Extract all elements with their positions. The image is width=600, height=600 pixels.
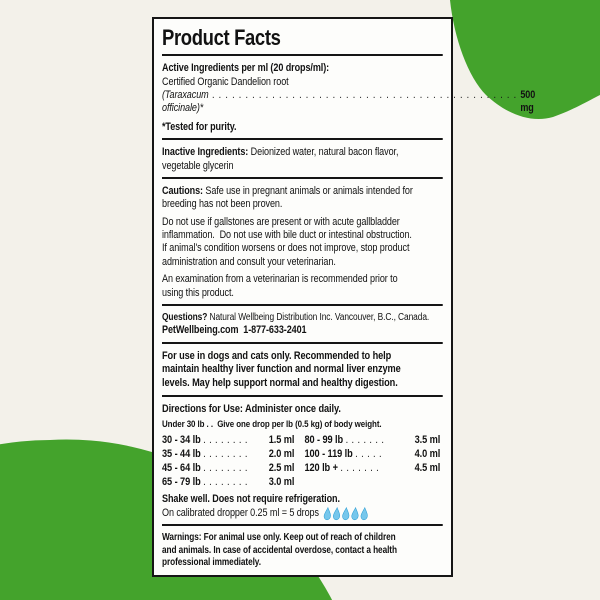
active-ingredients-heading: Active Ingredients per ml (20 drops/ml):: [162, 62, 330, 75]
divider: [162, 342, 443, 344]
dosage-row: [304, 433, 440, 447]
divider: [162, 54, 443, 56]
warnings-paragraph: [162, 532, 443, 569]
dot-leader: . . . . . . .: [340, 462, 380, 475]
water-drop-icon: [351, 507, 359, 520]
dosage-table: [162, 433, 443, 489]
active-ingredient-amount-row: [162, 89, 536, 116]
dot-leader: . . . . . . . . . . . . . . . . . . . . . . . . . . . . . . . . . . . . . . . . . . . . . .: [211, 89, 517, 102]
dose-amount: 2.5 ml: [268, 462, 295, 475]
cautions-paragraph-3: An examination from a veterinarian is recommended prior to using this product.: [162, 273, 398, 299]
inactive-label: Inactive Ingredients:: [162, 146, 249, 159]
dose-amount: 4.5 ml: [414, 462, 441, 475]
dosage-row: [162, 475, 294, 489]
questions-line: [162, 312, 443, 324]
directions-subheading: Under 30 lb . . Give one drop per lb (0.5 kg) of body weight.: [162, 418, 382, 430]
directions-section: [162, 403, 443, 520]
warnings-text: For animal use only. Keep out of reach of children and animals. In case of accidental overdose, contact a health professional immediately.: [162, 532, 397, 569]
contact-line: PetWellbeing.com 1-877-633-2401: [162, 324, 307, 337]
dot-leader: . . . . . . . .: [203, 462, 248, 475]
dose-amount: 1.5 ml: [268, 434, 295, 447]
cautions-text-1: Safe use in pregnant animals or animals intended for breeding has not been proven.: [162, 184, 413, 211]
usage-section: [162, 350, 443, 391]
active-ingredient-name: Certified Organic Dandelion root: [162, 75, 289, 88]
dose-amount: 4.0 ml: [414, 448, 441, 461]
divider: [162, 177, 443, 179]
dosage-row: [304, 461, 440, 475]
ingredient-amount: 500 mg: [520, 89, 536, 115]
weight-range: 120 lb +: [304, 462, 338, 475]
inactive-ingredients-section: [162, 146, 443, 173]
warnings-label: Warnings:: [162, 532, 202, 544]
weight-range: 45 - 64 lb: [162, 462, 201, 475]
dosage-row: [162, 461, 294, 475]
weight-range: 100 - 119 lb: [304, 448, 353, 461]
weight-range: 65 - 79 lb: [162, 476, 201, 489]
water-drop-icon: [360, 507, 368, 520]
dot-leader: . . . . . . . .: [203, 476, 248, 489]
dropper-equivalence-line: [162, 507, 443, 520]
divider: [162, 304, 443, 306]
divider: [162, 138, 443, 140]
latin-name: (Taraxacum officinale)*: [162, 89, 209, 115]
dot-leader: . . . . . . . .: [203, 434, 248, 447]
active-ingredients-section: [162, 62, 536, 134]
dose-amount: 2.0 ml: [268, 448, 295, 461]
dropper-text: On calibrated dropper 0.25 ml = 5 drops: [162, 506, 319, 519]
water-drop-icon: [342, 507, 350, 520]
weight-range: 80 - 99 lb: [304, 434, 344, 447]
distributor-text: Natural Wellbeing Distribution Inc. Vancouver, B.C., Canada.: [209, 311, 430, 323]
water-drop-icon: [323, 507, 331, 520]
divider: [162, 395, 443, 397]
cautions-paragraph-1: [162, 185, 443, 212]
shake-instruction: Shake well. Does not require refrigeration.: [162, 493, 340, 506]
panel-title: Product Facts: [162, 25, 281, 50]
weight-range: 30 - 34 lb: [162, 434, 201, 447]
cautions-label: Cautions:: [162, 184, 203, 197]
dose-amount: 3.0 ml: [268, 476, 295, 489]
product-facts-panel: [152, 17, 536, 577]
divider: [162, 524, 443, 526]
inactive-ingredients: [162, 146, 443, 173]
usage-statement: For use in dogs and cats only. Recommended to help maintain healthy liver function and normal liver enzyme levels. May help support normal and healthy digestion.: [162, 349, 401, 390]
questions-label: Questions?: [162, 311, 208, 323]
warnings-section: [162, 532, 443, 569]
questions-section: [162, 312, 443, 338]
dosage-row: [162, 447, 294, 461]
dosage-row: [304, 447, 440, 461]
cautions-section: [162, 185, 443, 300]
water-drops: [324, 507, 368, 520]
dosage-column-left: [162, 433, 294, 489]
dot-leader: . . . . . . . .: [203, 448, 248, 461]
cautions-paragraph-2: Do not use if gallstones are present or with acute gallbladder inflammation. Do not use with bile duct or intestinal obstruction. If animal's condition worsens or does not improve, stop product administration and consult your veterinarian.: [162, 215, 412, 268]
dot-leader: . . . . . . .: [345, 434, 385, 447]
inactive-text: Deionized water, natural bacon flavor, vegetable glycerin: [162, 146, 399, 172]
weight-range: 35 - 44 lb: [162, 448, 201, 461]
dosage-row: [162, 433, 294, 447]
dosage-column-right: [304, 433, 440, 489]
water-drop-icon: [333, 507, 341, 520]
directions-heading: Directions for Use: Administer once daily.: [162, 402, 341, 415]
dot-leader: . . . . .: [355, 448, 383, 461]
purity-footnote: *Tested for purity.: [162, 120, 237, 133]
dose-amount: 3.5 ml: [414, 434, 441, 447]
